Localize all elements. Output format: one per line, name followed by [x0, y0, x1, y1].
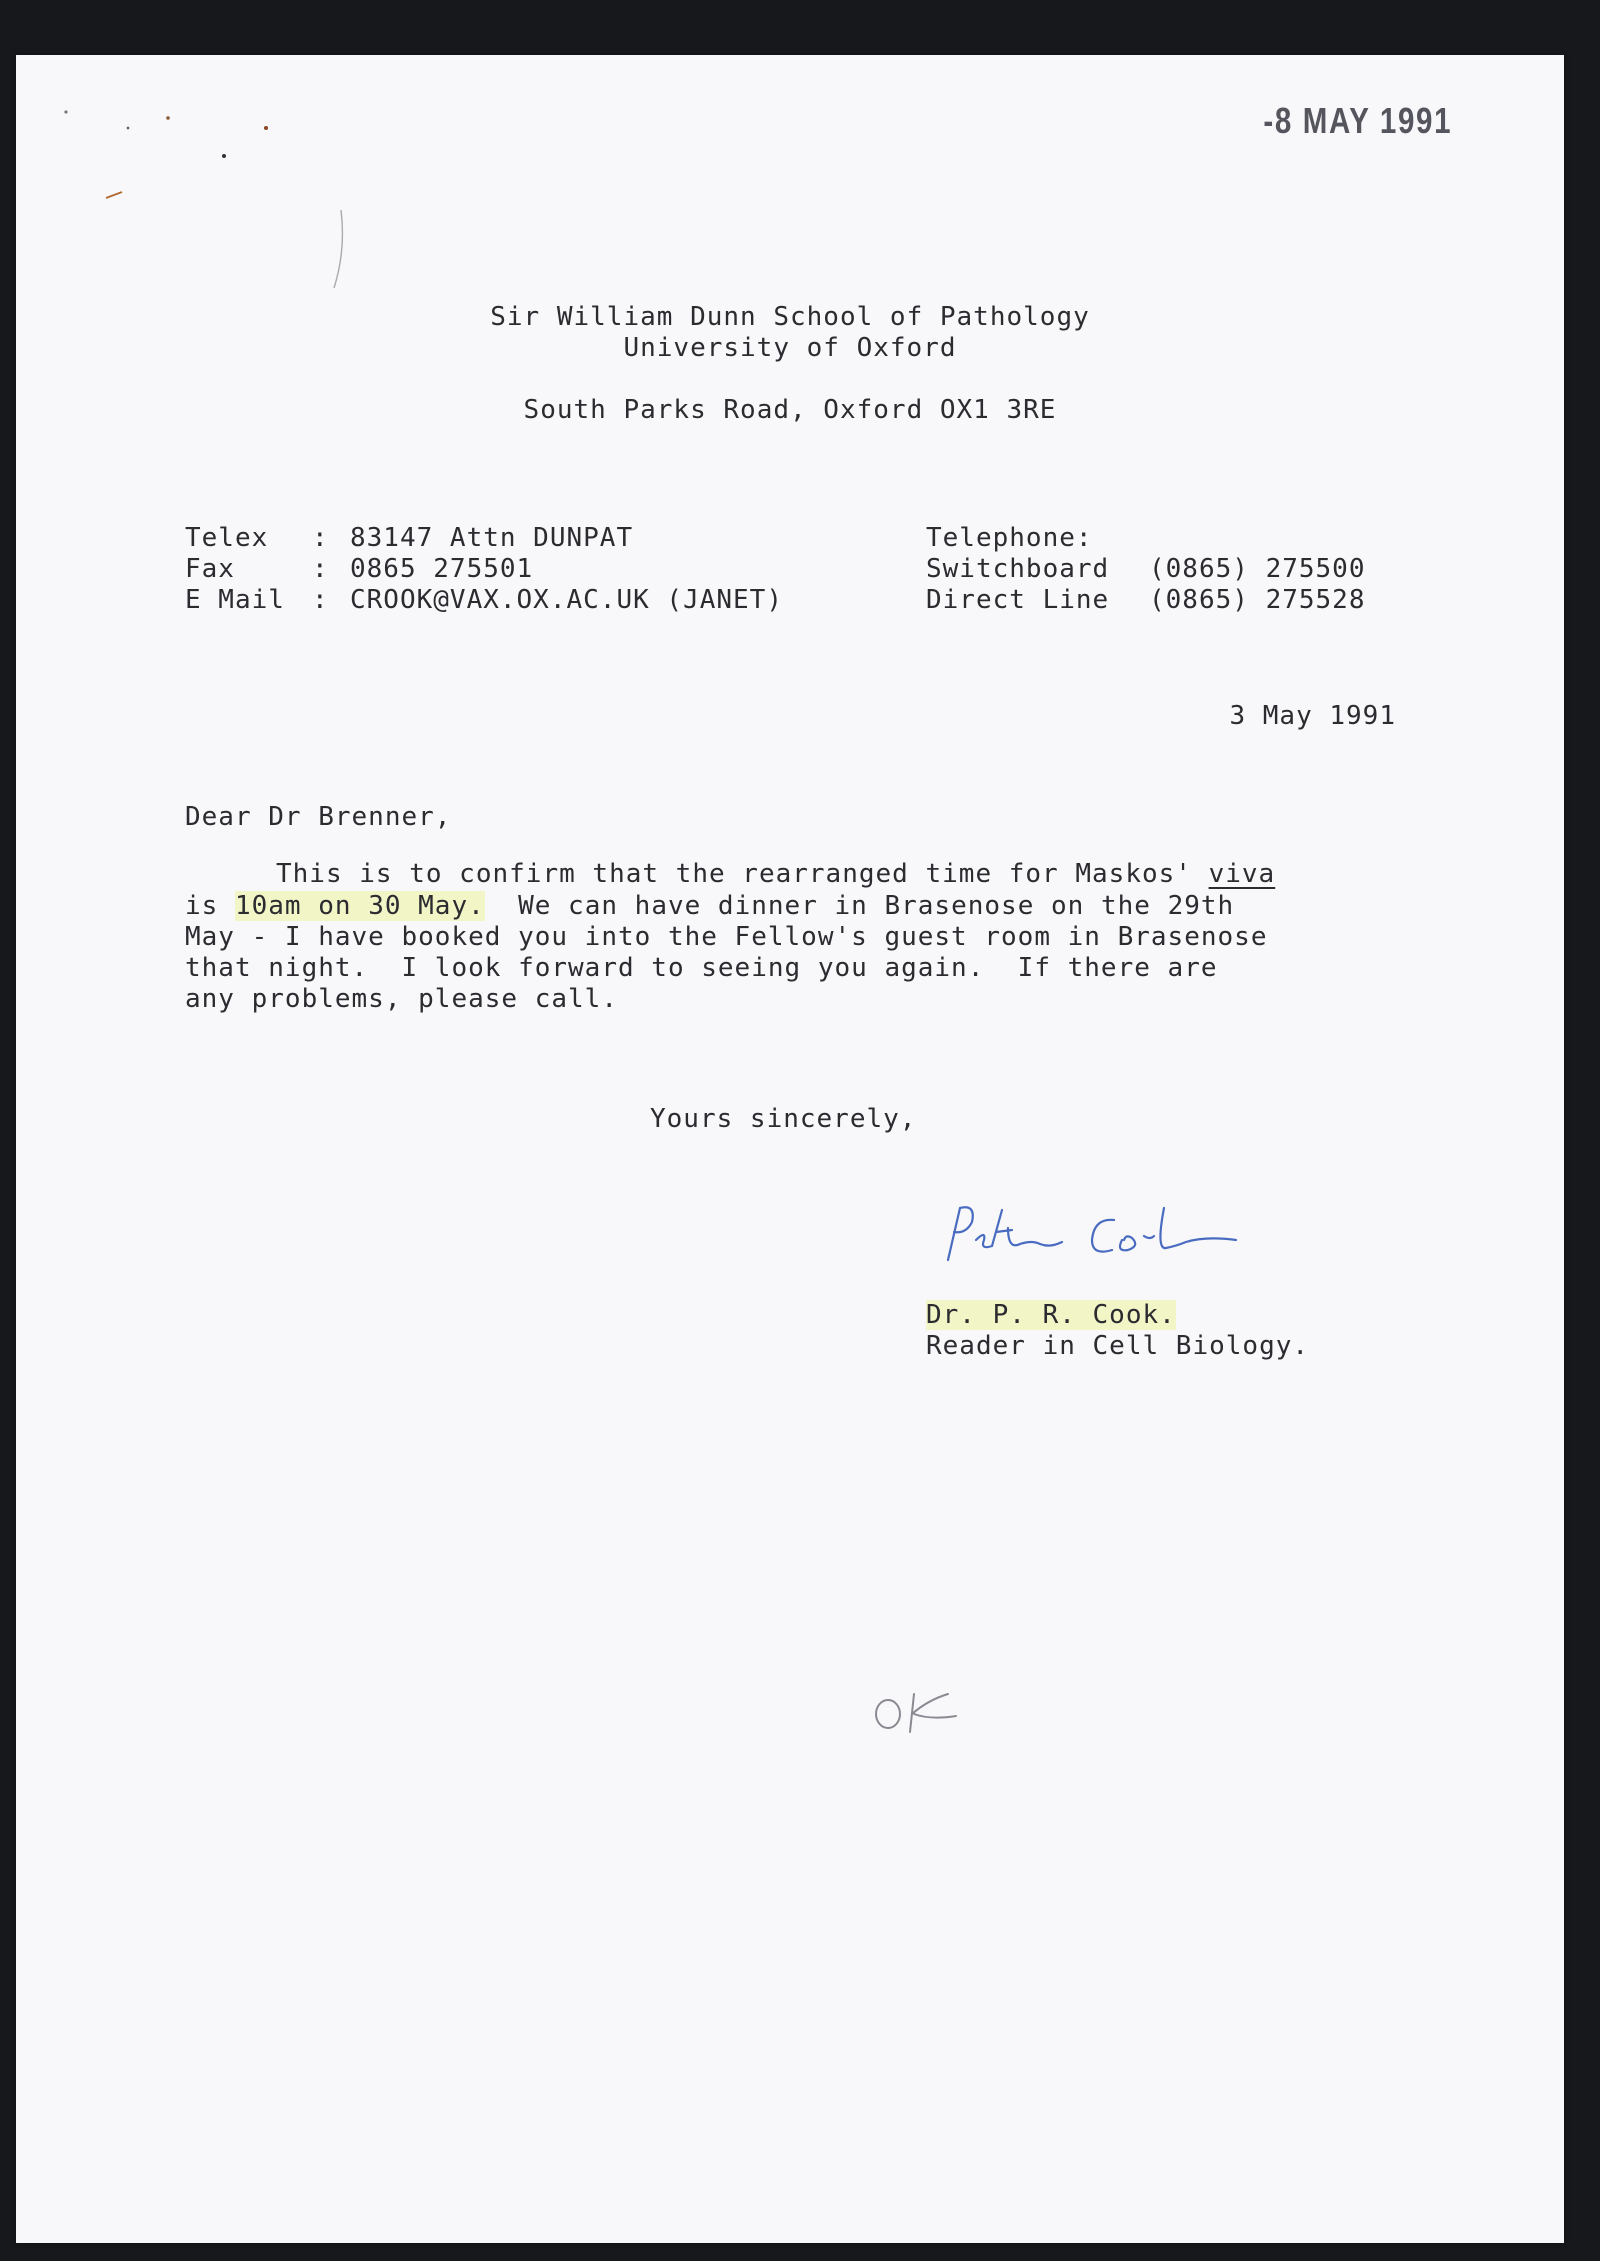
paper-specks: [56, 80, 356, 320]
email-label: E Mail: [185, 585, 285, 615]
fax-colon: :: [312, 554, 329, 584]
letter-date: 3 May 1991: [1229, 701, 1396, 731]
fax-value: 0865 275501: [350, 554, 534, 584]
signatory-title: Reader in Cell Biology.: [926, 1331, 1310, 1361]
switchboard-number: (0865) 275500: [1149, 554, 1366, 584]
body-line-2: is 10am on 30 May. We can have dinner in Brasenose on the 29th: [185, 891, 1235, 921]
direct-line-number: (0865) 275528: [1149, 585, 1366, 615]
telephone-heading: Telephone:: [926, 523, 1093, 553]
underlined-word: viva: [1208, 859, 1276, 889]
email-colon: :: [312, 585, 329, 615]
handwritten-ok-annotation: [868, 1680, 978, 1740]
handwritten-signature: [936, 1200, 1256, 1280]
letter-page: [16, 55, 1564, 2243]
telex-label: Telex: [185, 523, 269, 553]
switchboard-label: Switchboard: [926, 554, 1110, 584]
fax-label: Fax: [185, 554, 235, 584]
salutation: Dear Dr Brenner,: [185, 802, 452, 832]
highlighted-time: 10am on 30 May.: [234, 891, 485, 921]
received-date-stamp: -8 MAY 1991: [1263, 100, 1452, 141]
body-line-3: May - I have booked you into the Fellow's guest room in Brasenose: [185, 922, 1268, 952]
telex-value: 83147 Attn DUNPAT: [350, 523, 634, 553]
institution-name: Sir William Dunn School of Pathology: [490, 302, 1090, 332]
direct-line-label: Direct Line: [926, 585, 1110, 615]
telex-colon: :: [312, 523, 329, 553]
signatory-name: Dr. P. R. Cook.: [926, 1300, 1176, 1330]
institution-address: South Parks Road, Oxford OX1 3RE: [523, 395, 1057, 425]
closing: Yours sincerely,: [650, 1104, 917, 1134]
body-line-1: This is to confirm that the rearranged time for Maskos' viva: [276, 859, 1276, 889]
email-value: CROOK@VAX.OX.AC.UK (JANET): [350, 585, 783, 615]
university-name: University of Oxford: [623, 333, 957, 363]
body-line-5: any problems, please call.: [185, 984, 618, 1014]
body-line-4: that night. I look forward to seeing you again. If there are: [185, 953, 1218, 983]
